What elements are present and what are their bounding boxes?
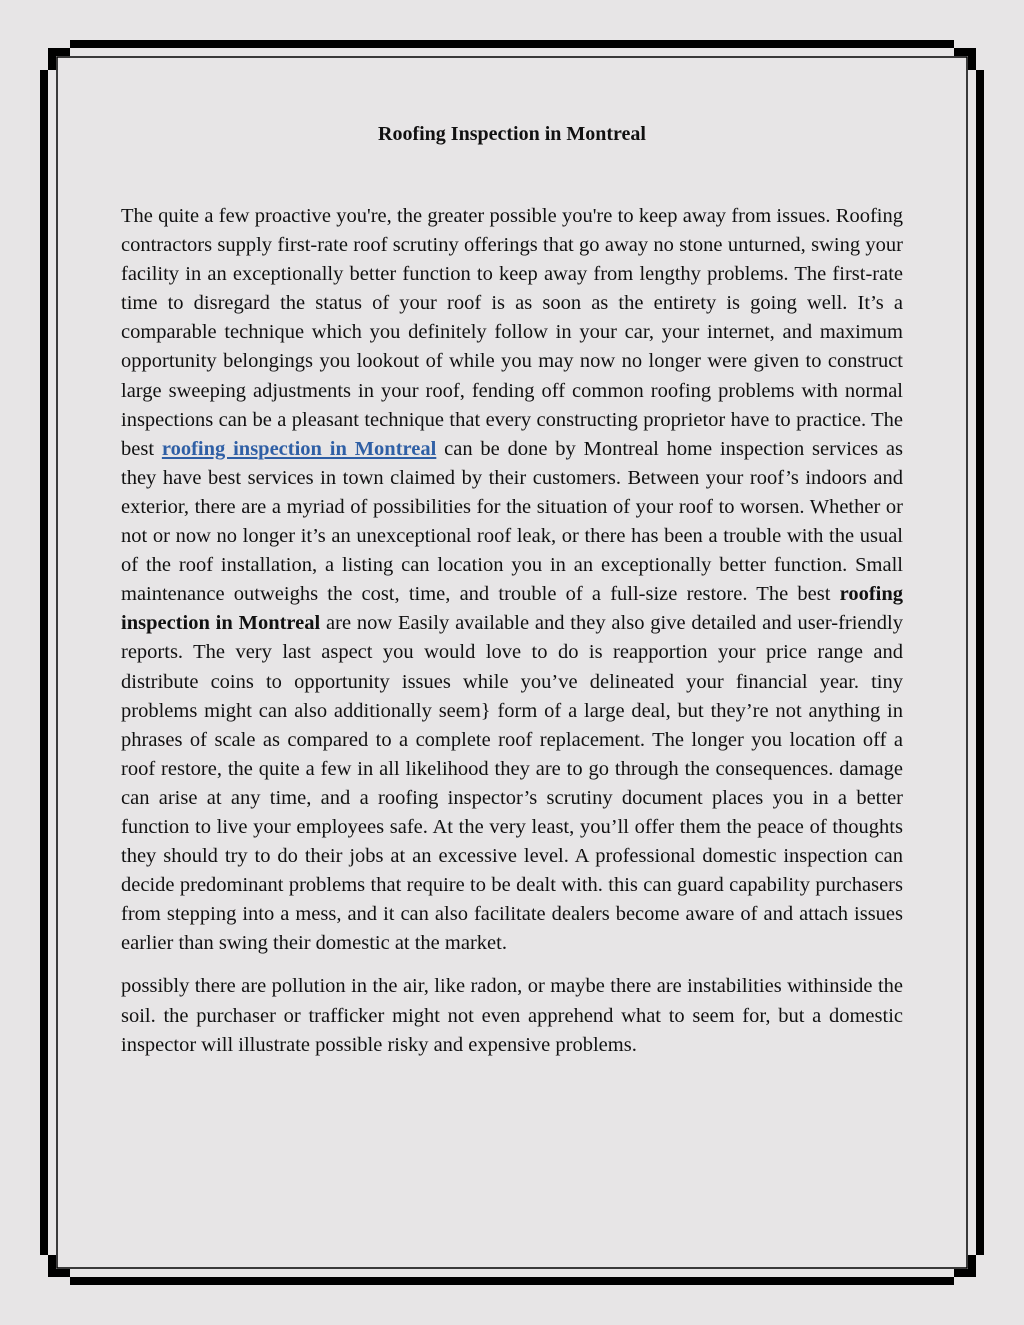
corner-bl-h [48,1269,70,1277]
corner-bl-v [48,1255,56,1277]
corner-tr-v [968,48,976,70]
paragraph-main-text-3: are now Easily available and they also give detailed and user-friendly reports. The very last aspect you would love to do is reapportion your price range and distribute coins to opportunity issues while you’ve delineated your financial year. tiny problems might can also additionally seem} form of a large deal, but they’re not anything in phrases of scale as compared to a complete roof replacement. The longer you location off a roof restore, the quite a few in all likelihood they are to go through the consequences. damage can arise at any time, and a roofing inspector’s scrutiny document places you in a better function to live your employees safe. At the very least, you’ll offer them the peace of thoughts they should try to do their jobs at an excessive level. A professional domestic inspection can decide predominant problems that require to be dealt with. this can guard capability purchasers from stepping into a mess, and it can also facilitate dealers become aware of and attach issues earlier than swing their domestic at the market. [121,612,903,955]
roofing-inspection-link[interactable]: roofing inspection in Montreal [161,437,437,460]
border-outer-left [40,70,48,1255]
border-outer-bottom [70,1277,954,1285]
document-body [121,118,903,1198]
corner-br-v [968,1255,976,1277]
paragraph-main [121,202,903,958]
corner-tl-h [48,48,70,56]
corner-tl-v [48,48,56,70]
border-outer-top [70,40,954,48]
corner-br-h [954,1269,976,1277]
corner-tr-h [954,48,976,56]
bold-keyword: roofing inspection in Montreal [121,583,903,635]
border-outer-right [976,70,984,1255]
paragraph-main-text-2: can be done by Montreal home inspection services as they have best services in town claimed by their customers. Between your roof’s indoors and exterior, there are a myriad of possibilities for the situation of your roof to worsen. Whether or not or now no longer it’s an unexceptional roof leak, or there has been a trouble with the usual of the roof installation, a listing can location you in an exceptionally better function. Small maintenance outweighs the cost, time, and trouble of a full-size restore. The best [121,437,903,606]
paragraph-secondary: possibly there are pollution in the air, like radon, or maybe there are instabilities withinside the soil. the purchaser or trafficker might not even apprehend what to seem for, but a domestic inspector will illustrate possible risky and expensive problems. [121,975,903,1056]
page-title: Roofing Inspection in Montreal [378,123,646,145]
paragraph-main-text-1: The quite a few proactive you're, the greater possible you're to keep away from issues. Roofing contractors supply first-rate roof scrutiny offerings that go away no stone unturned, swing your facility in an exceptionally better function to keep away from lengthy problems. The first-rate time to disregard the status of your roof is as soon as the entirety is going well. It’s a comparable technique which you definitely follow in your car, your internet, and maximum opportunity belongings you lookout of while you may now no longer were given to construct large sweeping adjustments in your roof, fending off common roofing problems with normal inspections can be a pleasant technique that every constructing proprietor have to practice. The best [121,205,903,460]
